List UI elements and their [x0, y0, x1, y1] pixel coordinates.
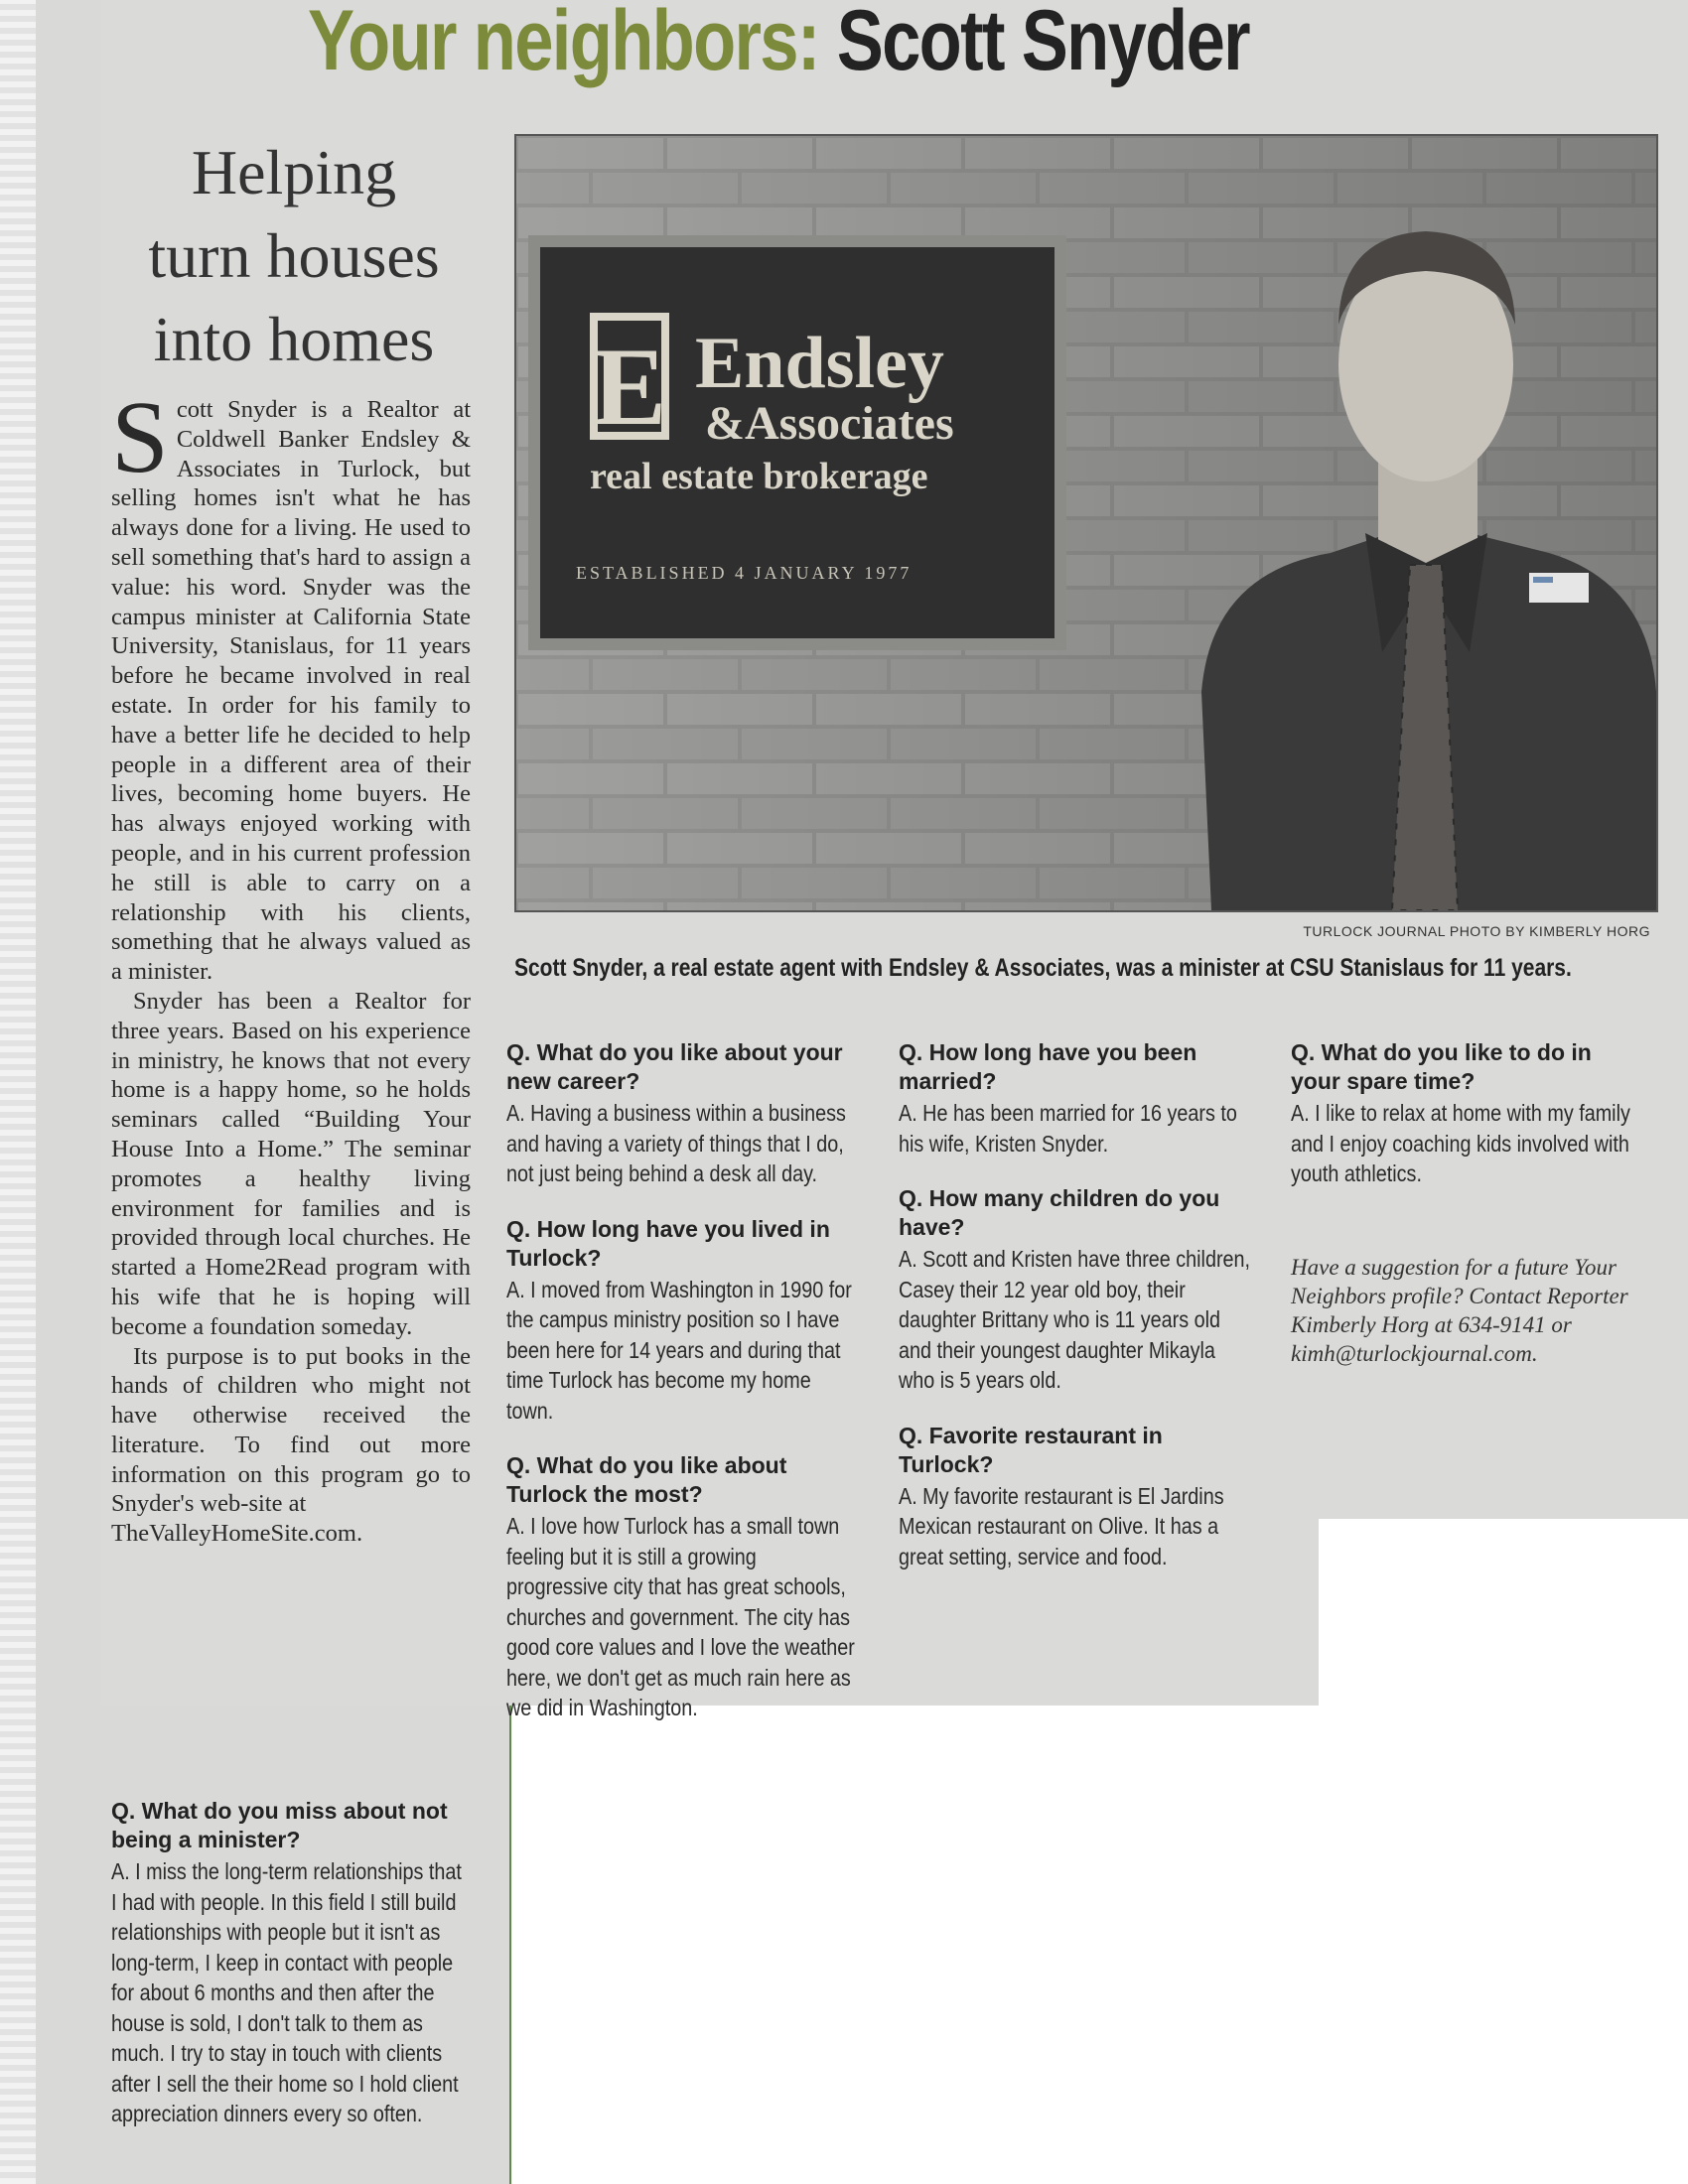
qa-block — [1291, 1038, 1646, 1189]
body-paragraph — [111, 380, 471, 987]
question: Q. What do you like about Turlock the most? — [506, 1452, 787, 1507]
photo-credit: TURLOCK JOURNAL PHOTO BY KIMBERLY HORG — [1303, 923, 1650, 939]
qa-column-1 — [506, 1038, 862, 1749]
question: Q. How many children do you have? — [899, 1185, 1220, 1240]
body-paragraph: Snyder has been a Realtor for three years. Based on his experience in ministry, he knows that not every home is a happy home, so he holds seminars called “Building Your House Into a Home.” The seminar promotes a healthy living environment for families and is provided through local churches. He started a Home2Read program with his wife that he is hoping will become a foundation someday. — [111, 987, 471, 1340]
answer: A. He has been married for 16 years to his wife, Kristen Snyder. — [899, 1100, 1237, 1157]
deck-line: Helping — [191, 137, 397, 207]
question: Q. Favorite restaurant in Turlock? — [899, 1422, 1163, 1477]
website-link: TheValleyHomeSite.com. — [111, 1520, 363, 1548]
answer: A. I love how Turlock has a small town feeling but it is still a growing progressive city that has great schools, churches and government. The city has good core values and I love the weather here, we don't get as much rain here as we did in Washington. — [506, 1513, 855, 1720]
sign-tagline: real estate brokerage — [590, 456, 928, 497]
answer: A. I miss the long-term relationships that I had with people. In this field I still build relationships with people but it isn't as long-term, I keep in contact with people for about 6 months and then after the house is sold, I don't talk to them as much. I try to stay in touch with clients after I sell the their home so I hold client appreciation dinners every so often. — [111, 1858, 462, 2126]
qa-block — [899, 1422, 1254, 1572]
answer: A. My favorite restaurant is El Jardins Mexican restaurant on Olive. It has a great setting, service and food. — [899, 1482, 1224, 1570]
question: Q. What do you like about your new career? — [506, 1039, 843, 1094]
question: Q. How long have you been married? — [899, 1039, 1197, 1094]
answer: A. I moved from Washington in 1990 for the campus ministry position so I have been here for 14 years and during that time Turlock has become my home town. — [506, 1276, 852, 1424]
sign-logo-letter: E — [592, 326, 667, 449]
qa-column-2 — [899, 1038, 1254, 1597]
headline — [308, 0, 1249, 95]
question: Q. What do you like to do in your spare time? — [1291, 1039, 1592, 1094]
body-paragraph: Its purpose is to put books in the hands of children who might not have otherwise received the literature. To find out more information on this program go to Snyder's web-site at — [111, 1342, 471, 1518]
question: Q. How long have you lived in Turlock? — [506, 1215, 830, 1271]
photo — [514, 134, 1658, 912]
deck-line: turn houses — [148, 220, 440, 291]
answer: A. Scott and Kristen have three children, Casey their 12 year old boy, their daughter Brittany who is 11 years old and their youngest daughter Mikayla who is 5 years old. — [899, 1246, 1251, 1393]
qa-block — [506, 1451, 862, 1723]
clipping-edge-line — [509, 1706, 511, 2184]
qa-block — [506, 1215, 862, 1427]
answer: A. I like to relax at home with my family and I enjoy coaching kids involved with youth athletics. — [1291, 1100, 1630, 1186]
article-deck — [109, 131, 479, 381]
sign-subtitle: &Associates — [705, 397, 954, 450]
headline-name: Scott Snyder — [836, 0, 1249, 88]
qa-block — [899, 1038, 1254, 1159]
headline-prefix: Your neighbors: — [308, 0, 819, 88]
body-paragraph-text: cott Snyder is a Realtor at Coldwell Banker Endsley & Associates in Turlock, but selling homes isn't what he has always done for a living. He used to sell something that's hard to assign a value: his word. Snyder was the campus minister at California State University, Stanislaus, for 11 years before he became involved in real estate. In order for his family to have a better life he decided to help people in a different area of their lives, becoming home buyers. He has always enjoyed working with people, and in his current profession he still is able to carry on a relationship with his clients, something that he always valued as a minister. — [111, 396, 471, 986]
qa-block-minister — [111, 1797, 471, 2129]
qa-block — [899, 1184, 1254, 1396]
photo-illustration — [516, 136, 1656, 910]
drop-cap: S — [111, 380, 169, 494]
question: Q. What do you miss about not being a minister? — [111, 1798, 448, 1852]
answer: A. Having a business within a business and having a variety of things that I do, not just being behind a desk all day. — [506, 1100, 846, 1186]
article-body — [111, 380, 471, 1549]
sign-established: ESTABLISHED 4 JANUARY 1977 — [576, 563, 913, 583]
deck-line: into homes — [153, 304, 435, 374]
clipping-cutout — [1319, 1519, 1688, 1707]
scanner-edge — [0, 0, 36, 2184]
qa-block — [506, 1038, 862, 1189]
contact-note: Have a suggestion for a future Your Neighbors profile? Contact Reporter Kimberly Horg at 634-9141 or kimh@turlockjournal.com. — [1291, 1254, 1628, 1366]
sign-title: Endsley — [695, 323, 944, 404]
photo-caption: Scott Snyder, a real estate agent with Endsley & Associates, was a minister at CSU Stanislaus for 11 years. — [514, 954, 1572, 982]
qa-column-3 — [1291, 1038, 1646, 1368]
